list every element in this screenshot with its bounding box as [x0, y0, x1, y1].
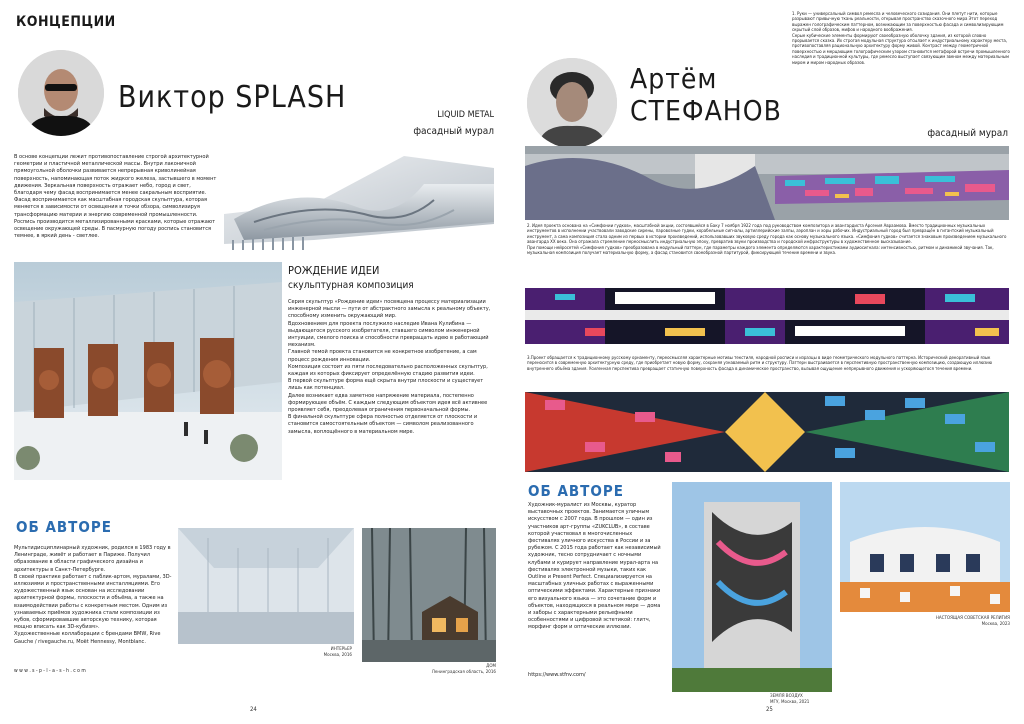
work2-title: РОЖДЕНИЕ ИДЕИ: [288, 264, 380, 277]
mural-image-2: [525, 288, 1009, 344]
work1-subtitle: фасадный мурал: [413, 126, 494, 137]
about-heading-left: ОБ АВТОРЕ: [16, 518, 112, 536]
website-link-left[interactable]: w w w . s - p - l - a - s - h . c o m: [14, 668, 86, 674]
interior-image: [178, 528, 354, 644]
text-section-3: 3.Проект обращается к традиционному русскому орнаменту, переосмысляя характерные мотивы текстиля, народной росписи и изразцы в виде геометрического модульного паттерна. Исторический декоративный язык переносится в современную архитектурную среду, где приобретает новую форму, сохраняя узнаваемый ритм и структуру. Паттерн выстраивается в перспективную пространственную композицию, создающую иллюзию внутреннего объёма здания. Усиленная перспектива превращает статичную поверхность фасада в динамическое пространство, вызывая ощущение непрерывного движения и ускоряющегося течения времени.: [527, 356, 993, 372]
house-image: [362, 528, 496, 662]
interior-caption: ИНТЕРЬЕР Москва, 2016: [323, 647, 352, 658]
pavilion-mural-image: [840, 482, 1010, 612]
work1-title: LIQUID METAL: [437, 110, 494, 120]
work1-text: В основе концепции лежит противопоставление строгой архитектурной геометрии и пластичной металлической массы. Внутри лаконичной прямоугольной оболочки развивается непрерывная криволинейная поверхность, напоминающая поток жидкого железа, застывшего в момент движения. Зеркальная поверхность отражает небо, город и свет, благодаря чему фасад воспринимается менее сакральным восприятие. Фасад воспринимается как масштабная городская скульптура, которая меняется в зависимости от освещения и точки обзора, символизируя трансформацию материи и энергию современной промышленности. Роспись производится металлизированными красками, которые отражают освещение окружающей среды. В пасмурную погоду роспись становится темнее, в яркий день - светлее.: [14, 154, 217, 240]
about-text-right: Художник-муралист из Москвы, куратор выставочных проектов. Занимается уличным искусством с 2007 года. В прошлом — один из участников арт-группы «ZUKCLUB», в составе которой участвовал в многочисленных фестивалях уличного искусства в России и за рубежом. С 2015 года работает как независимый художник, тесно сотрудничает с ночными клубами и курирует направление мурал-арта на фестивалях электронной музыки, таких как Outline и Present Perfect. Специализируется на масштабных уличных работах с выраженными оптическими эффектами. Характерные признаки его визуального языка — это сочетание форм и объектов, находящихся в реальном мире — дома и заборы с характерными рельефными особенностями и цифровой эстетикой: глитч, морфинг форм и оптические иллюзии.: [528, 502, 661, 631]
artist-name-line1: Артём: [630, 62, 718, 95]
intro-text: 1. Руки — универсальный символ ремесла и человеческого созидания. Они плетут нити, которые разрывают привычную ткань реальности, открывая пространство сказочного мира Этот переход выражен голографическим паттерном, возникающим за поверхностью фасада и символизирующим скрытый слой образов, мифов и народного воображения. Серые кубические элементы формируют своеобразную оболочку здания, из которой словно прорывается сказка. Их строгая модульная структура отсылает к индустриальному характеру места, противопоставляя рациональную архитектуру форму живой. Контраст между геометричной поверхностью и мерцающим голографическим узором становится метафорой встречи промышленного наследия и традиционной культуры, где ремесло выступает связующим звеном между материальным миром и миром народных образов.: [792, 12, 1010, 66]
page-number-right: 25: [766, 706, 773, 713]
building-mural-caption: ЗЕМЛЯ ВОЗДУХ МГУ, Москва, 2021: [770, 694, 810, 705]
work2-subtitle: скульптурная композиция: [288, 280, 414, 291]
portrait-image-2: [527, 58, 617, 148]
liquid-metal-image: [224, 144, 496, 254]
work2-text: Серия скульптур «Рождение идеи» посвящена процессу материализации инженерной мысли — пути от абстрактного замысла к реальному объекту, способному изменить окружающий мир. Вдохновением для проекта послужило наследие Ивана Кулибина — выдающегося русского изобретателя, ставшего символом инженерной интуиции, смелого поиска и способности превращать идею в работающий механизм. Главной темой проекта становится не конкретное изобретение, а сам процесс рождения инновации. Композиция состоит из пяти последовательно расположенных скульптур, каждая из которых фиксирует определённую стадию развития идеи. В первой скульптуре форма ещё скрыта внутри плоскости и существует лишь как потенциал. Далее возникает едва заметное напряжение материала, постепенно формирующее объём. С каждым следующим объектом идея всё активнее проявляет себя, преодолевая ограничения первоначальной формы. В финальной скульптуре сфера полностью отделяется от плоскости и становится самостоятельным объектом — символом реализованного замысла, воплощённого в материальном мире.: [288, 299, 491, 435]
section-title: КОНЦЕПЦИИ: [16, 14, 116, 30]
avatar-viktor: [18, 50, 104, 136]
building-mural-image: [672, 482, 832, 692]
portrait-image: [18, 50, 104, 136]
website-link-right[interactable]: https://www.stfnv.com/: [528, 672, 586, 678]
avatar-artem: [527, 58, 617, 148]
mural-image-3: [525, 392, 1009, 472]
sculpture-image: [14, 262, 282, 480]
page-number-left: 24: [250, 706, 257, 713]
mural-image-1: [525, 146, 1009, 220]
pavilion-mural-caption: НАСТОЯЩАЯ СОВЕТСКАЯ РЕЛИГИЯ Москва, 2023: [935, 616, 1010, 627]
right-subtitle: фасадный мурал: [927, 128, 1008, 139]
about-text-left: Мультидисциплинарный художник, родился в 1983 году в Ленинграде, живёт и работает в Париже. Получил образование в области графического дизайна и архитектуры в Санкт-Петербурге. В своей практике работает с паблик-артом, муралами, 3D-иллюзиями и пространственными инсталляциями. Его художественный язык основан на исследовании архитектурной формы, плоскости и объёма, а также на взаимодействии работы с конкретным местом. Одним из узнаваемых приёмов художника стали композиции из кубов, сформировавшие авторскую технику, которая мощно вписать как 3D-кубизм». Художественные коллаборации с брендами BMW, Rive Gauche / rivegauche.ru, Moët Hennessy, Montblanc.: [14, 545, 172, 645]
house-caption: ДОМ Ленинградская область, 2016: [431, 664, 496, 675]
text-section-2: 2. Идея проекта основана на «Симфонии гудков», масштабной акции, состоявшейся в Баку 7 ноября 1922 года под руководством композитора и авангардиста Арсения Авраамова. Вместо традиционных музыкальных инструментов в исполнении участвовали заводские сирены, паровозные гудки, корабельные сигналы, артиллерийские залпы, аэроплан и хоры рабочих. Индустриальный город был превращён в гигантский музыкальный инструмент, а сама композиция стала одним из первых в истории произведений, использовавших звуковую среду города как основу музыкального языка. «Симфония гудков» считается знаковым произведением музыкального авангарда XX века. Она отражала стремление переосмыслить индустриальную эпоху, превратив звуки производства и городской инфраструктуры в художественное высказывание. При помощи нейросетей «Симфония гудков» преобразована в модульный паттерн, где параметры каждого элемента определяются характеристиками аудиосигнала: интенсивностью, ритмом и динамикой звучания. Так, музыкальная композиция получает материальную форму, а фасад становится своеобразной партитурой, фиксирующей течение времени и звука.: [527, 224, 1007, 257]
about-heading-right: ОБ АВТОРЕ: [528, 482, 624, 500]
artist-name: Виктор SPLASH: [118, 80, 347, 115]
artist-name-line2: СТЕФАНОВ: [630, 94, 782, 127]
